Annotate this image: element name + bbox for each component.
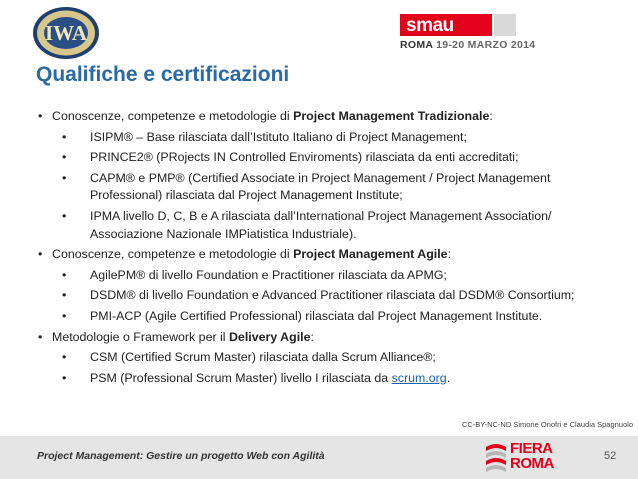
list-item — [38, 129, 598, 147]
bullet: • — [38, 109, 43, 123]
section-outro: : — [489, 109, 493, 123]
smau-logo-box — [400, 14, 492, 36]
roma-line: ROMA — [510, 455, 554, 472]
list-item-text: DSDM® di livello Foundation e Advanced Practitioner rilasciata dal DSDM® Consortium; — [90, 288, 575, 303]
bullet: • — [62, 208, 67, 223]
list-item — [38, 170, 598, 205]
bullet: • — [38, 247, 43, 262]
smau-dates: 19-20 MARZO 2014 — [436, 39, 536, 51]
fiera-line: FIERA — [510, 440, 553, 457]
slide-title: Qualifiche e certificazioni — [36, 63, 290, 86]
section-traditional — [38, 108, 598, 126]
footer-title: Project Management: Gestire un progetto Web con Agilità — [37, 450, 325, 462]
scrum-org-link[interactable]: scrum.org — [391, 370, 447, 385]
list-item-text: PSM (Professional Scrum Master) livello I rilasciata da — [90, 370, 392, 385]
bullet: • — [62, 370, 67, 385]
list-item-text: AgilePM® di livello Foundation e Practitioner rilasciata da APMG; — [90, 267, 447, 282]
license-credit: CC-BY-NC-ND Simone Onofri e Claudia Spagnuolo — [461, 420, 633, 429]
list-item — [38, 287, 598, 305]
fiera-roma-logo — [484, 439, 564, 477]
list-item-text: PRINCE2® (PRojects IN Controlled Enviroments) rilasciata da enti accreditati; — [90, 150, 519, 165]
footer — [0, 436, 638, 479]
section-intro: Conoscenze, competenze e metodologie di — [52, 247, 294, 262]
iwa-logo-text: IWA — [44, 21, 88, 45]
list-item — [38, 349, 598, 367]
bullet: • — [62, 288, 67, 303]
iwa-logo — [32, 6, 100, 60]
section-delivery-agile — [38, 329, 598, 347]
list-item — [38, 208, 598, 243]
smau-logo — [400, 14, 536, 54]
section-intro: Metodologie o Framework per il — [52, 329, 229, 344]
bullet: • — [62, 308, 67, 323]
smau-city: ROMA — [400, 39, 433, 51]
list-item-suffix: . — [446, 370, 451, 385]
fiera-roma-mark-icon — [484, 441, 508, 475]
slide-content — [38, 108, 598, 390]
bullet: • — [62, 129, 67, 144]
page-number: 52 — [604, 450, 617, 462]
section-keyword: Project Management Tradizionale — [293, 109, 490, 123]
bullet: • — [62, 350, 67, 365]
section-intro: Conoscenze, competenze e metodologie di — [52, 109, 294, 123]
list-item — [38, 149, 598, 167]
section-agile — [38, 246, 598, 264]
list-item — [38, 308, 598, 326]
section-keyword: Project Management Agile — [293, 247, 448, 262]
section-outro: : — [310, 329, 314, 344]
list-item-text: CSM (Certified Scrum Master) rilasciata dalla Scrum Alliance®; — [90, 350, 436, 365]
bullet: • — [62, 150, 67, 165]
list-item-text: CAPM® e PMP® (Certified Associate in Project Management / Project Management Professional) rilasciata dal Project Management Institute; — [90, 170, 551, 203]
bullet: • — [62, 170, 67, 185]
list-item-text: PMI-ACP (Agile Certified Professional) rilasciata dal Project Management Institute. — [90, 308, 543, 323]
smau-logo-text: smau — [406, 15, 454, 36]
list-item — [38, 267, 598, 285]
section-outro: : — [447, 247, 452, 262]
smau-event-info — [400, 39, 535, 51]
list-item-text: ISIPM® – Base rilasciata dall’Istituto Italiano di Project Management; — [90, 129, 467, 144]
smau-logo-square — [494, 14, 516, 36]
section-keyword: Delivery Agile — [228, 329, 311, 344]
list-item-text: IPMA livello D, C, B e A rilasciata dall’International Project Management Association/ Associazione Nazionale IMPiatistica Industriale). — [90, 208, 552, 241]
list-item — [38, 370, 598, 388]
bullet: • — [62, 267, 67, 282]
bullet: • — [38, 329, 43, 344]
fiera-roma-logo-text — [510, 441, 554, 471]
